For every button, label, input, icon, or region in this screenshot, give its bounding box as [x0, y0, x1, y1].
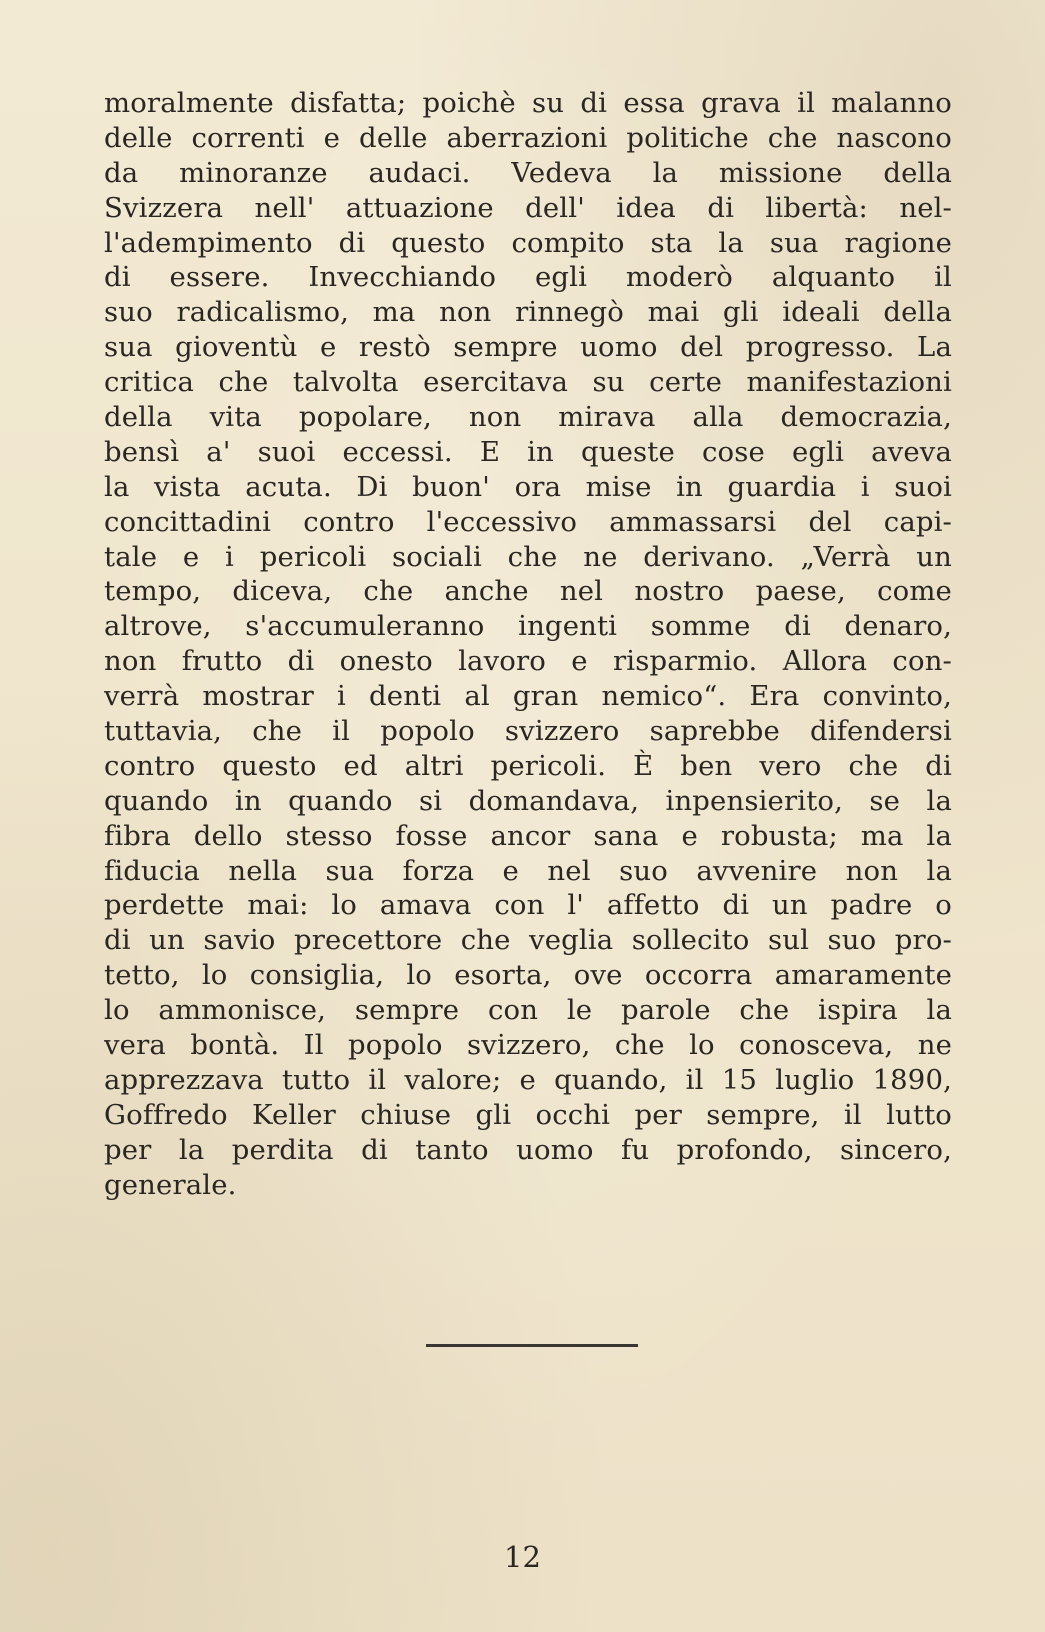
text-line: perdette mai: lo amava con l' affetto di un padre o — [104, 889, 952, 922]
text-line: di essere. Invecchiando egli moderò alquanto il — [104, 261, 952, 294]
text-line: tetto, lo consiglia, lo esorta, ove occorra amaramente — [104, 959, 952, 992]
text-line: delle correnti e delle aberrazioni politiche che nascono — [104, 121, 952, 154]
text-line: Goffredo Keller chiuse gli occhi per sempre, il lutto — [104, 1098, 952, 1131]
text-line: generale. — [104, 1168, 237, 1201]
body-text — [104, 86, 952, 1203]
text-line: concittadini contro l'eccessivo ammassarsi del capi- — [104, 505, 952, 538]
text-line: l'adempimento di questo compito sta la sua ragione — [104, 226, 952, 259]
text-line: la vista acuta. Di buon' ora mise in guardia i suoi — [104, 470, 952, 503]
text-line: altrove, s'accumuleranno ingenti somme di denaro, — [104, 610, 952, 643]
text-line: da minoranze audaci. Vedeva la missione della — [104, 156, 952, 189]
text-line: Svizzera nell' attuazione dell' idea di libertà: nel- — [104, 191, 952, 224]
text-line: tuttavia, che il popolo svizzero saprebbe difendersi — [104, 715, 952, 748]
text-line: lo ammonisce, sempre con le parole che ispira la — [104, 994, 952, 1027]
text-line: fibra dello stesso fosse ancor sana e robusta; ma la — [104, 819, 952, 852]
text-line: non frutto di onesto lavoro e risparmio. Allora con- — [104, 645, 952, 678]
text-line: tempo, diceva, che anche nel nostro paese, come — [104, 575, 952, 608]
text-line: per la perdita di tanto uomo fu profondo, sincero, — [104, 1133, 952, 1166]
text-line: contro questo ed altri pericoli. È ben vero che di — [104, 749, 952, 782]
text-line: moralmente disfatta; poichè su di essa grava il malanno — [104, 87, 952, 119]
text-line: sua gioventù e restò sempre uomo del progresso. La — [104, 331, 952, 364]
text-line: tale e i pericoli sociali che ne derivano. „Verrà un — [104, 540, 952, 573]
text-line: bensì a' suoi eccessi. E in queste cose egli aveva — [104, 435, 952, 468]
text-line: apprezzava tutto il valore; e quando, il 15 luglio 1890, — [104, 1063, 952, 1096]
section-divider — [426, 1344, 638, 1347]
text-line: vera bontà. Il popolo svizzero, che lo conosceva, ne — [104, 1029, 952, 1062]
text-line: di un savio precettore che veglia sollecito sul suo pro- — [104, 924, 952, 957]
page-number: 12 — [504, 1540, 541, 1574]
text-line: critica che talvolta esercitava su certe manifestazioni — [104, 366, 952, 399]
text-line: suo radicalismo, ma non rinnegò mai gli ideali della — [104, 296, 952, 329]
text-line: fiducia nella sua forza e nel suo avvenire non la — [104, 854, 952, 887]
text-line: verrà mostrar i denti al gran nemico“. Era convinto, — [104, 680, 952, 713]
text-line: quando in quando si domandava, inpensierito, se la — [104, 784, 952, 817]
text-line: della vita popolare, non mirava alla democrazia, — [104, 401, 952, 434]
